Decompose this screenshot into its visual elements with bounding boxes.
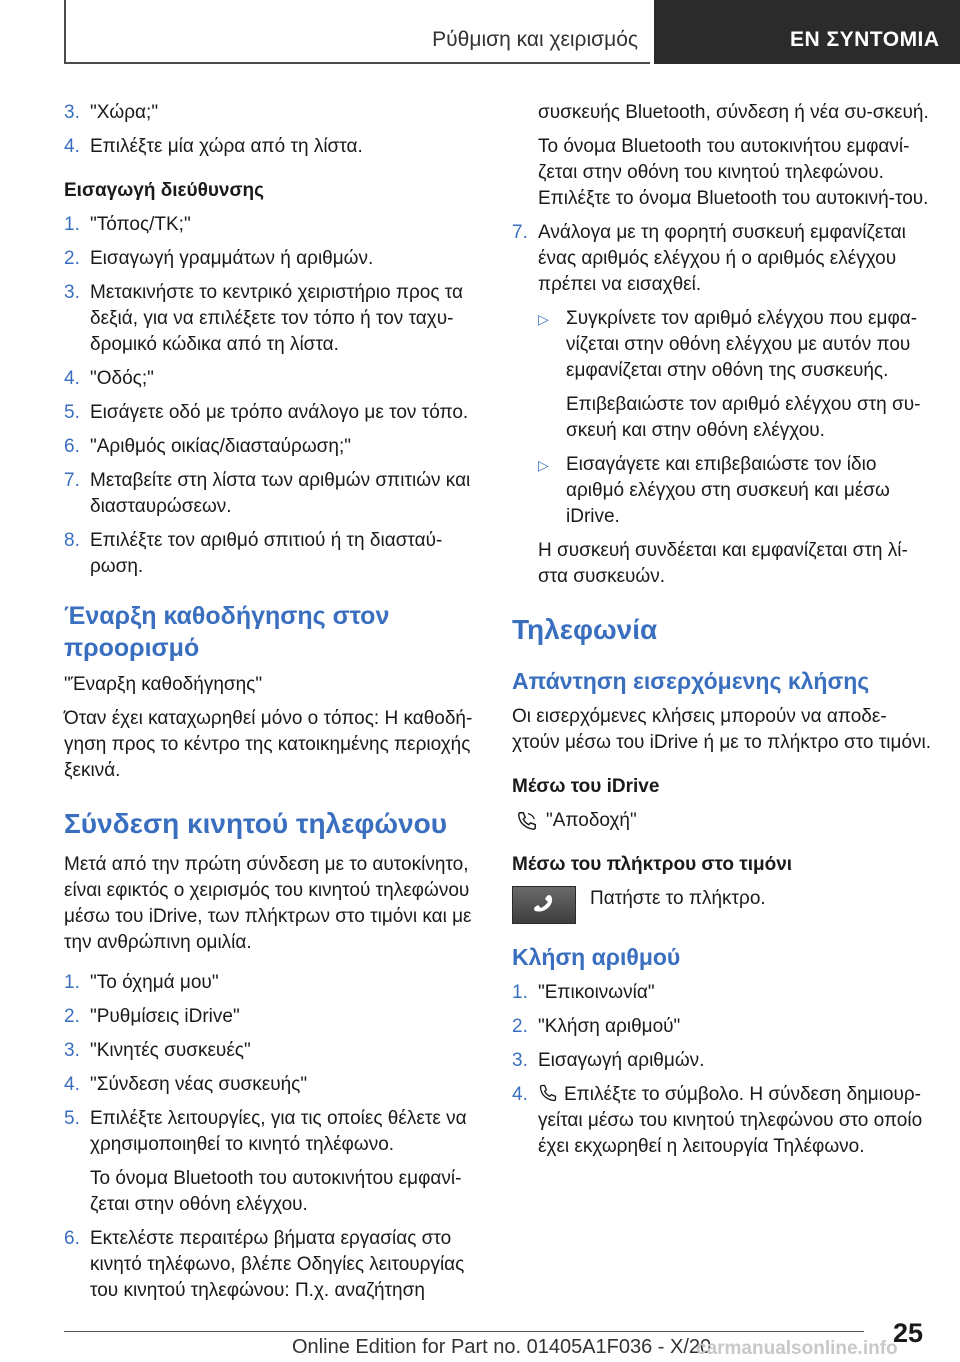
list-item: [64, 366, 484, 392]
list-item: [512, 1014, 932, 1040]
bullet-item: [538, 452, 932, 530]
right-column: [512, 100, 932, 1168]
accept-label: "Αποδοχή": [546, 810, 637, 831]
list-item: [64, 434, 484, 460]
list-text: "Κινητές συσκευές": [90, 1040, 251, 1061]
bullet-text: Εισαγάγετε και επιβεβαιώστε τον ίδιο αριθμό ελέγχου στη συσκευή και μέσω iDrive.: [566, 454, 890, 527]
list-item: [64, 528, 484, 580]
guidance-quote: "Έναρξη καθοδήγησης": [64, 674, 263, 695]
list-item: [64, 1038, 484, 1064]
list-item: [64, 1072, 484, 1098]
list-number: 8.: [64, 530, 80, 551]
accept-row: [512, 808, 932, 834]
list-item: [64, 280, 484, 358]
list-text: Ανάλογα με τη φορητή συσκευή εμφανίζεται ένας αριθμός ελέγχου ή ο αριθμός ελέγχου πρέπει να εισαχθεί.: [538, 222, 906, 295]
list-text: "Τόπος/ΤΚ;": [90, 214, 191, 235]
list-text: "Κλήση αριθμού": [538, 1016, 681, 1037]
list-item: [64, 468, 484, 520]
bullet-item: [538, 306, 932, 384]
address-subheading: Εισαγωγή διεύθυνσης: [64, 180, 264, 201]
list-item: [64, 1106, 484, 1158]
list-number: 6.: [64, 1228, 80, 1249]
list-text: "Σύνδεση νέας συσκευής": [90, 1074, 308, 1095]
list-text: Εκτελέστε περαιτέρω βήματα εργασίας στο κινητό τηλέφωνο, βλέπε Οδηγίες λειτουργίας του κινητού τηλεφώνου: Π.χ. αναζήτηση: [90, 1228, 465, 1301]
list-number: 3.: [512, 1050, 528, 1071]
list-item: [64, 134, 484, 160]
list-item: [512, 980, 932, 1006]
list-number: 4.: [64, 136, 80, 157]
left-column: [64, 100, 484, 1312]
list-text: Επιλέξτε τον αριθμό σπιτιού ή τη διασταύ‐ρωση.: [90, 530, 443, 577]
list-item: [64, 970, 484, 996]
triangle-bullet-icon: ▷: [538, 311, 549, 327]
list-text: "Επικοινωνία": [538, 982, 655, 1003]
watermark: carmanualsonline.info: [696, 1338, 898, 1359]
list-item: [64, 1004, 484, 1030]
answer-call-text: Οι εισερχόμενες κλήσεις μπορούν να αποδε‐χτούν μέσω του iDrive ή με το πλήκτρο στο τιμόνι.: [512, 706, 932, 753]
list-text: "Ρυθμίσεις iDrive": [90, 1006, 240, 1027]
page-number: 25: [893, 1318, 924, 1348]
via-wheel-subheading: Μέσω του πλήκτρου στο τιμόνι: [512, 854, 793, 875]
list-number: 4.: [64, 368, 80, 389]
continued-text: συσκευής Bluetooth, σύνδεση ή νέα συ‐σκευή.: [538, 102, 929, 123]
list-text: "Οδός;": [90, 368, 154, 389]
telephony-heading: Τηλεφωνία: [512, 614, 658, 645]
connected-note: Η συσκευή συνδέεται και εμφανίζεται στη λί‐στα συσκευών.: [538, 540, 908, 587]
list-text: Εισάγετε οδό με τρόπο ανάλογο με τον τόπο.: [90, 402, 469, 423]
press-button-text: Πατήστε το πλήκτρο.: [590, 888, 766, 909]
header-section-title: Ρύθμιση και χειρισμός: [432, 28, 638, 51]
list-number: 2.: [64, 248, 80, 269]
press-button-row: [512, 886, 932, 924]
list-item: [64, 212, 484, 238]
list-text: "Χώρα;": [90, 102, 159, 123]
list-text: Επιλέξτε το σύμβολο. Η σύνδεση δημιουρ‐γείται μέσω του κινητού τηλεφώνου στο οποίο έχει εκχωρηθεί η λειτουργία Τηλέφωνο.: [538, 1084, 923, 1157]
header-section-box: [64, 0, 650, 64]
list-number: 4.: [64, 1074, 80, 1095]
list-item: [64, 100, 484, 126]
list-text: "Αριθμός οικίας/διασταύρωση;": [90, 436, 351, 457]
list-number: 5.: [64, 1108, 80, 1129]
header-chapter-title: ΕΝ ΣΥΝΤΟΜΙΑ: [790, 28, 940, 51]
guidance-heading: Έναρξη καθοδήγησης στον προορισμό: [64, 602, 390, 662]
list-number: 3.: [64, 1040, 80, 1061]
confirm-note: Επιβεβαιώστε τον αριθμό ελέγχου στη συ‐σκευή και στην οθόνη ελέγχου.: [566, 394, 921, 441]
list-text: Εισαγωγή γραμμάτων ή αριθμών.: [90, 248, 374, 269]
list-number: 2.: [512, 1016, 528, 1037]
list-item: [64, 400, 484, 426]
list-item: [512, 220, 932, 298]
list-text: Μετακινήστε το κεντρικό χειριστήριο προς τα δεξιά, για να επιλέξετε τον τόπο ή τον ταχυ‐δρομικό κώδικα από τη λίστα.: [90, 282, 463, 355]
bullet-text: Συγκρίνετε τον αριθμό ελέγχου που εμφα‐νίζεται στην οθόνη ελέγχου με αυτόν που εμφανίζεται στην οθόνη της συσκευής.: [566, 308, 918, 381]
list-text-with-icon: [538, 1082, 932, 1160]
list-number: 7.: [64, 470, 80, 491]
list-number: 1.: [512, 982, 528, 1003]
list-text: Επιλέξτε μία χώρα από τη λίστα.: [90, 136, 363, 157]
list-number: 3.: [64, 282, 80, 303]
list-number: 3.: [64, 102, 80, 123]
list-item: [512, 1082, 932, 1160]
footer-divider: [64, 1331, 864, 1332]
list-item: [64, 246, 484, 272]
list-text: Εισαγωγή αριθμών.: [538, 1050, 705, 1071]
steering-wheel-phone-button-icon: [512, 886, 576, 924]
list-number: 7.: [512, 222, 528, 243]
list-number: 4.: [512, 1084, 528, 1105]
triangle-bullet-icon: ▷: [538, 457, 549, 473]
answer-call-heading: Απάντηση εισερχόμενης κλήσης: [512, 668, 870, 694]
phone-handset-icon: [516, 810, 538, 832]
list-text: "Το όχημά μου": [90, 972, 219, 993]
bluetooth-name-note: Το όνομα Bluetooth του αυτοκινήτου εμφανί‐ζεται στην οθόνη ελέγχου.: [90, 1168, 462, 1215]
list-number: 2.: [64, 1006, 80, 1027]
phone-handset-icon: [538, 1083, 558, 1103]
list-text: Μεταβείτε στη λίστα των αριθμών σπιτιών και διασταυρώσεων.: [90, 470, 471, 517]
phone-heading: Σύνδεση κινητού τηλεφώνου: [64, 808, 448, 839]
list-number: 1.: [64, 214, 80, 235]
via-idrive-subheading: Μέσω του iDrive: [512, 776, 660, 797]
call-number-heading: Κλήση αριθμού: [512, 944, 681, 970]
phone-intro: Μετά από την πρώτη σύνδεση με το αυτοκίνητο, είναι εφικτός ο χειρισμός του κινητού τηλεφώνου μέσω του iDrive, των πλήκτρων στο τιμόνι και με την ανθρώπινη ομιλία.: [64, 854, 472, 953]
list-number: 6.: [64, 436, 80, 457]
list-number: 5.: [64, 402, 80, 423]
list-item: [512, 1048, 932, 1074]
bluetooth-phone-note: Το όνομα Bluetooth του αυτοκινήτου εμφανί‐ζεται στην οθόνη του κινητού τηλεφώνου. Επιλέξτε το όνομα Bluetooth του αυτοκινή‐του.: [538, 136, 929, 209]
footer-edition: Online Edition for Part no. 01405A1F036 - X/20: [292, 1336, 712, 1358]
header-chapter-tab: [654, 0, 960, 64]
guidance-text: Όταν έχει καταχωρηθεί μόνο ο τόπος: Η καθοδή‐γηση προς το κέντρο της κατοικημένης περιοχής ξεκινά.: [64, 708, 473, 781]
list-number: 1.: [64, 972, 80, 993]
list-text: Επιλέξτε λειτουργίες, για τις οποίες θέλετε να χρησιμοποιηθεί το κινητό τηλέφωνο.: [90, 1108, 467, 1155]
list-item: [64, 1226, 484, 1304]
